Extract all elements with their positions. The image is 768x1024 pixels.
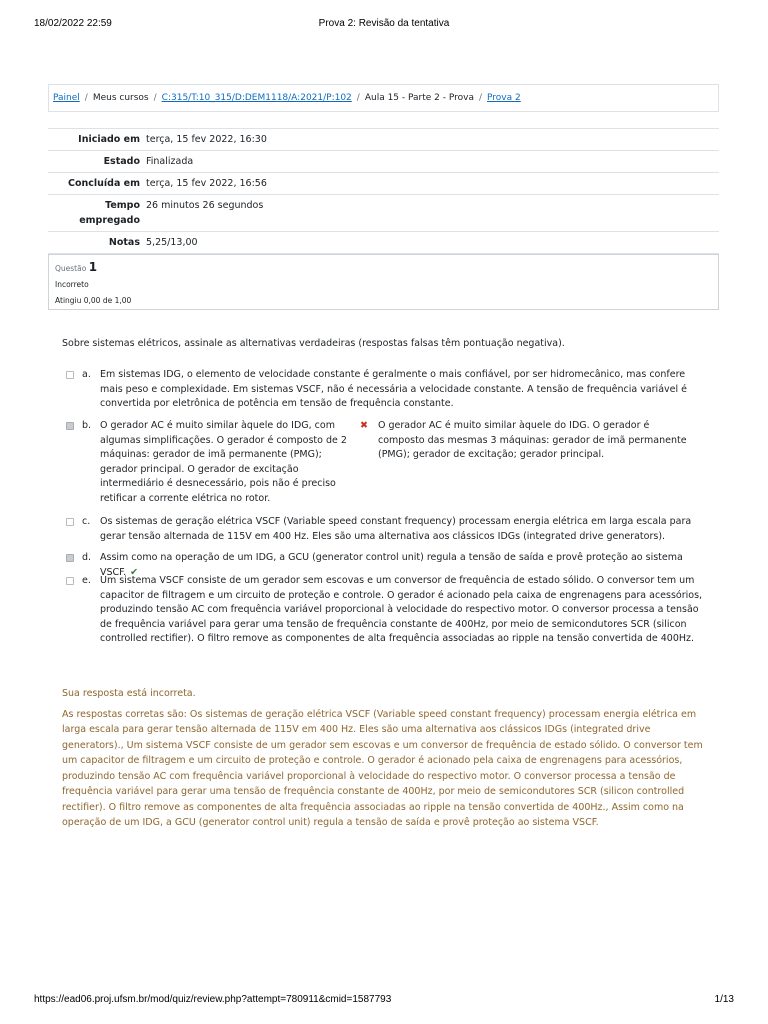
option-letter: a.	[82, 369, 91, 380]
summary-row-state	[48, 150, 719, 172]
question-state: Incorreto	[55, 280, 89, 289]
option-text: Os sistemas de geração elétrica VSCF (Variable speed constant frequency) processam energia elétrica em larga escala para gerar tensão alternada de 115V em 400 Hz. Eles são uma alternativa aos clássicos IDGs (integrated drive generators).	[100, 516, 692, 542]
option-specific-feedback: O gerador AC é muito similar àquele do IDG. O gerador é composto das mesmas 3 máquinas: gerador de imã permanente (PMG); gerador de excitação; gerador principal.	[378, 420, 687, 460]
print-date: 18/02/2022 22:59	[34, 18, 112, 29]
summary-row-marks	[48, 231, 719, 253]
answer-option-b	[66, 419, 698, 506]
summary-row-completed	[48, 172, 719, 194]
breadcrumb-separator: /	[478, 93, 483, 103]
breadcrumb-home-link[interactable]: Painel	[53, 93, 80, 103]
summary-label: Iniciado em	[78, 134, 140, 145]
summary-label: Concluída em	[67, 178, 140, 189]
summary-value: Finalizada	[146, 156, 194, 167]
question-grade: Atingiu 0,00 de 1,00	[55, 296, 132, 305]
option-checkbox[interactable]	[66, 371, 74, 379]
breadcrumb-my-courses: Meus cursos	[92, 93, 149, 103]
summary-value: 5,25/13,00	[146, 237, 198, 248]
feedback-right-answer: As respostas corretas são: Os sistemas de geração elétrica VSCF (Variable speed constant frequency) processam energia elétrica em larga escala para gerar tensão alternada de 115V em 400 Hz. Eles são uma alternativa aos clássicos IDGs (integrated drive generators)., Um sistema VSCF consiste de um gerador sem escovas e um conversor de frequência de estado sólido. O conversor tem um capacitor de filtragem e um circuito de proteção e controle. O gerador é acionado pela caixa de engrenagens para acessórios, produzindo tensão AC com frequência variável proporcional à velocidade do respectivo motor. O conversor processa a tensão de frequência variável para gerar uma tensão de frequência constante de 400Hz, por meio de semicondutores SCR (silicon controlled rectifier). O filtro remove as componentes de alta frequência associadas ao ripple na tensão convertida de 400Hz., Assim como na operação de um IDG, a GCU (generator control unit) regula a tensão de saída e provê proteção ao sistema VSCF.	[62, 708, 703, 828]
summary-label: Notas	[108, 237, 140, 248]
summary-value: 26 minutos 26 segundos	[146, 200, 264, 211]
option-text: O gerador AC é muito similar àquele do IDG, com algumas simplificações. O gerador é composto de 2 máquinas: gerador de imã permanente (PMG); gerador principal. O gerador de excitação intermediário é desnecessário, pois não é preciso retificar a corrente elétrica no rotor.	[100, 420, 347, 504]
summary-row-started	[48, 128, 719, 150]
general-feedback	[62, 686, 714, 831]
summary-row-time-taken	[48, 194, 719, 231]
breadcrumb	[48, 84, 719, 112]
print-page-number: 1/13	[714, 994, 734, 1005]
feedback-status: Sua resposta está incorreta.	[62, 688, 196, 699]
summary-label: Tempo empregado	[79, 200, 140, 226]
incorrect-icon: ✖	[360, 420, 368, 431]
answer-option-a	[66, 368, 705, 412]
breadcrumb-separator: /	[153, 93, 157, 103]
breadcrumb-section: Aula 15 - Parte 2 - Prova	[364, 93, 474, 103]
breadcrumb-separator: /	[356, 93, 360, 103]
breadcrumb-course-link[interactable]: C:315/T:10_315/D:DEM1118/A:2021/P:102	[161, 93, 352, 103]
option-text-content: Assim como na operação de um IDG, a GCU (generator control unit) regula a tensão de saída e provê proteção ao sistema VSCF.	[100, 552, 683, 578]
summary-value: terça, 15 fev 2022, 16:30	[146, 134, 267, 145]
option-checkbox[interactable]	[66, 518, 74, 526]
attempt-summary-table	[48, 128, 719, 275]
correct-icon: ✔	[130, 566, 139, 578]
breadcrumb-separator: /	[84, 93, 88, 103]
option-letter: b.	[82, 420, 92, 431]
question-label: Questão	[55, 264, 87, 273]
option-checkbox-checked[interactable]	[66, 554, 74, 562]
question-number	[55, 259, 712, 277]
print-title: Prova 2: Revisão da tentativa	[318, 18, 450, 29]
option-letter: e.	[82, 575, 91, 586]
answer-option-e	[66, 574, 705, 647]
question-number-value: 1	[88, 260, 98, 274]
print-url: https://ead06.proj.ufsm.br/mod/quiz/review.php?attempt=780911&cmid=1587793	[34, 994, 392, 1005]
summary-label: Estado	[103, 156, 140, 167]
option-letter: d.	[82, 552, 92, 563]
option-letter: c.	[82, 516, 91, 527]
question-text: Sobre sistemas elétricos, assinale as alternativas verdadeiras (respostas falsas têm pontuação negativa).	[62, 338, 565, 349]
option-checkbox[interactable]	[66, 577, 74, 585]
answer-option-c	[66, 515, 705, 544]
option-checkbox-checked[interactable]	[66, 422, 74, 430]
breadcrumb-quiz-link[interactable]: Prova 2	[487, 93, 521, 103]
option-text: Um sistema VSCF consiste de um gerador sem escovas e um conversor de frequência de estado sólido. O conversor tem um capacitor de filtragem e um circuito de proteção e controle. O gerador é acionado pela caixa de engrenagens para acessórios, produzindo tensão AC com frequência variável proporcional à velocidade do respectivo motor. O conversor processa a tensão de frequência variável para gerar uma tensão de frequência constante de 400Hz, por meio de semicondutores SCR (silicon controlled rectifier). O filtro remove as componentes de alta frequência associadas ao ripple na tensão convertida de 400Hz.	[100, 575, 703, 644]
option-text: Em sistemas IDG, o elemento de velocidade constante é geralmente o mais confiável, por ser hidromecânico, mas confere mais peso e complexidade. Em sistemas VSCF, não é necessária a velocidade constante. A tensão de frequência variável é convertida por eletrônica de potência em tensão de frequência constante.	[100, 369, 687, 409]
question-info-box	[48, 254, 719, 310]
summary-value: terça, 15 fev 2022, 16:56	[146, 178, 267, 189]
